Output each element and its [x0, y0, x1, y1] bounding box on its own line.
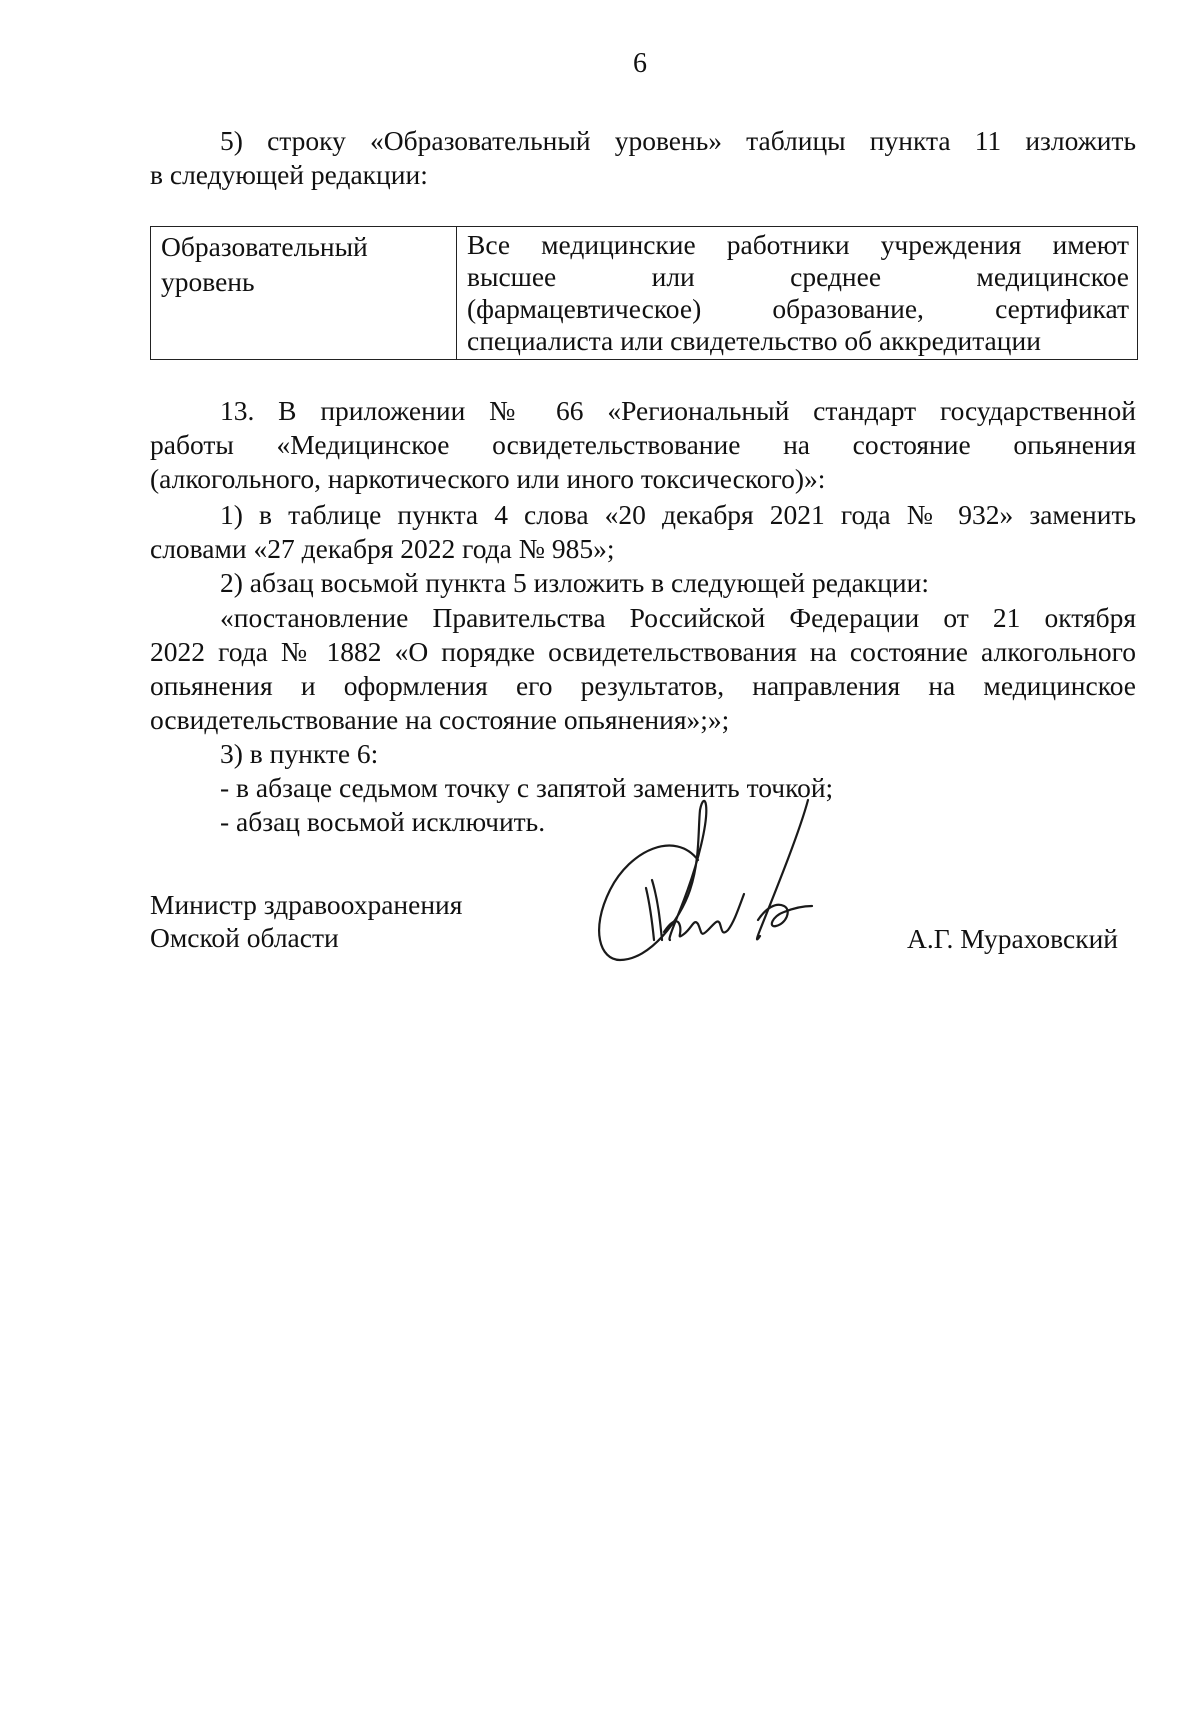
- sub1-line2: словами «27 декабря 2022 года № 985»;: [150, 533, 615, 564]
- sub1-line1: 1) в таблице пункта 4 слова «20 декабря 2021 года № 932» заменить: [220, 499, 1136, 530]
- education-level-table: [150, 226, 1138, 360]
- table-right-line: Все медицинские работники учреждения имеют: [467, 229, 1129, 260]
- sub2-line: 2) абзац восьмой пункта 5 изложить в следующей редакции:: [220, 567, 929, 598]
- page-number: 6: [633, 48, 647, 79]
- item13-line1: 13. В приложении № 66 «Региональный стандарт государственной: [220, 395, 1136, 426]
- item13-line2: работы «Медицинское освидетельствование на состояние опьянения: [150, 429, 1136, 460]
- handwritten-signature: [580, 790, 880, 980]
- table-left-line: Образовательный: [161, 231, 368, 262]
- signer-title-line2: Омской области: [150, 922, 339, 953]
- table-right-line: специалиста или свидетельство об аккредитации: [467, 325, 1041, 356]
- item5-line2: в следующей редакции:: [150, 159, 428, 190]
- table-right-line: (фармацевтическое) образование, сертификат: [467, 293, 1129, 324]
- item5-line1: 5) строку «Образовательный уровень» таблицы пункта 11 изложить: [220, 125, 1136, 156]
- quote-line3: опьянения и оформления его результатов, направления на медицинское: [150, 670, 1136, 701]
- item13-line3: (алкогольного, наркотического или иного токсического)»:: [150, 463, 826, 494]
- table-right-cell: [457, 227, 1137, 359]
- quote-line1: «постановление Правительства Российской Федерации от 21 октября: [220, 602, 1136, 633]
- quote-line4: освидетельствование на состояние опьянения»;»;: [150, 704, 730, 735]
- dash1-line: - в абзаце седьмом точку с запятой заменить точкой;: [220, 772, 834, 803]
- table-right-line: высшее или среднее медицинское: [467, 261, 1129, 292]
- table-left-line: уровень: [161, 266, 255, 297]
- quote-line2: 2022 года № 1882 «О порядке освидетельствования на состояние алкогольного: [150, 636, 1136, 667]
- sub3-line: 3) в пункте 6:: [220, 738, 379, 769]
- signer-title-line1: Министр здравоохранения: [150, 889, 463, 920]
- dash2-line: - абзац восьмой исключить.: [220, 806, 546, 837]
- table-left-cell: [151, 227, 457, 359]
- signer-title: [150, 888, 462, 954]
- signer-name: А.Г. Мураховский: [906, 923, 1118, 954]
